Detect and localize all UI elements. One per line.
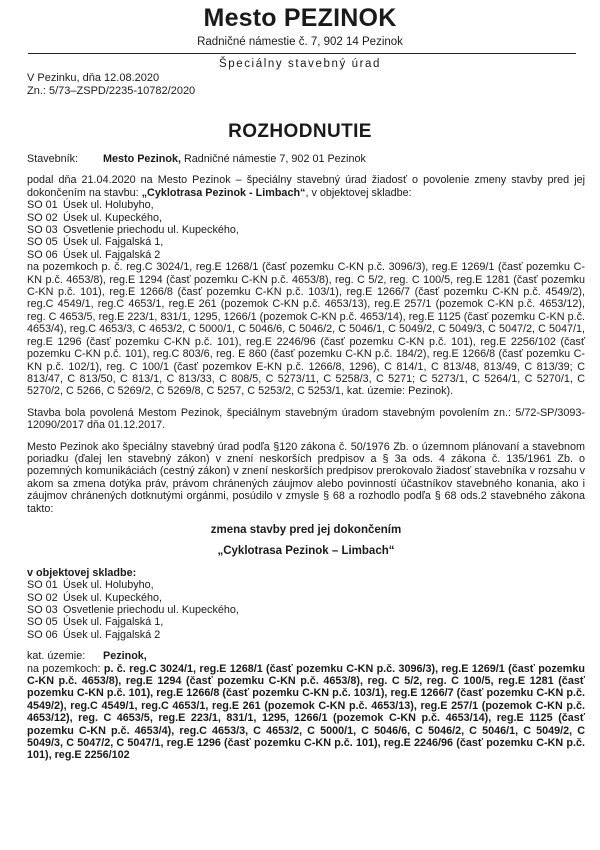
- decision-heading: zmena stavby pred jej dokončením: [210, 523, 402, 536]
- municipality-address: Radničné námestie č. 7, 902 14 Pezinok: [197, 36, 403, 48]
- territory-label: kat. územie:: [27, 650, 86, 663]
- object-code: SO 03: [27, 224, 58, 237]
- object-name: Úsek ul. Fajgalská 1,: [63, 236, 164, 249]
- decision-paragraph: Mesto Pezinok ako špeciálny stavebný úrad podľa §120 zákona č. 50/1976 Zb. o územnom plánovaní a stavebnom poriadku (ďalej len stavebný zákon) v znení neskorších predpisov a § 3a ods. 4 zákona č. 135/1961 Zb. o pozemných komunikáciách (cestný zákon) v znení neskorších predpisov prerokovalo žiadosť stavebníka v rozsahu v akom sa zmena dotýka práv, právom chránených záujmov alebo povinností účastníkov stavebného konania, ako i záujmov chránených dotknutými orgánmi, posúdilo v zmysle § 68 a rozhodlo podľa § 68 ods.2 stavebného zákona takto:: [27, 440, 585, 515]
- territory-value: Pezinok,: [103, 650, 147, 663]
- project-name: „Cyklotrasa Pezinok - Limbach“: [141, 186, 306, 199]
- document-title: ROZHODNUTIE: [228, 121, 372, 142]
- object-item: [27, 212, 585, 224]
- permit-paragraph: Stavba bola povolená Mestom Pezinok, špeciálnym stavebným úradom stavebným povolením zn.: 5/72-SP/3093-12090/2017 dňa 01.12.2017.: [27, 406, 585, 432]
- document-meta: [27, 72, 195, 98]
- object-code: SO 05: [27, 616, 58, 629]
- object-item: [27, 236, 585, 248]
- office-name: Špeciálny stavebný úrad: [218, 58, 382, 70]
- intro-paragraph: [27, 174, 585, 199]
- intro-text: podal dňa 21.04.2020 na Mesto Pezinok – špeciálny stavebný úrad žiadosť o povolenie zmeny stavby pred jej dokončením na stavbu:: [27, 174, 585, 199]
- object-name: Úsek ul. Holubyho,: [63, 199, 154, 212]
- intro-text-end: , v objektovej skladbe:: [305, 186, 412, 199]
- date-line: V Pezinku, dňa 12.08.2020: [27, 72, 160, 84]
- objects-label: v objektovej skladbe:: [27, 566, 137, 579]
- object-name: Úsek ul. Kupeckého,: [63, 211, 163, 224]
- builder-name: Mesto Pezinok,: [103, 153, 181, 165]
- object-name: Úsek ul. Holubyho,: [63, 579, 154, 592]
- object-code: SO 05: [27, 236, 58, 249]
- object-code: SO 06: [27, 628, 58, 641]
- object-name: Osvetlenie priechodu ul. Kupeckého,: [63, 604, 239, 616]
- reference-number: Zn.: 5/73–ZSPD/2235-10782/2020: [27, 85, 196, 97]
- object-item: [27, 604, 585, 616]
- parcels-list: p. č. reg.C 3024/1, reg.E 1268/1 (časť pozemku C-KN p.č. 3096/3), reg.E 1269/1 (časť pozemku C-KN p.č. 4653/8), reg.E 1294 (časť pozemku C-KN p.č. 4653/8), reg. C 5/2, reg. C 100/5, reg.E 1281 (časť pozemku C-KN p.č. 101), reg.E 1266/8 (časť pozemku C-KN p.č. 103/1), reg.E 1266/7 (časť pozemku C-KN p.č. 4549/2), reg.C 4549/1, reg.C 4653/1, reg.E 261 (pozemok C-KN p.č. 4653/13), reg.E 257/1 (pozemok C-KN p.č. 4653/12), reg. C 4653/5, reg.E 223/1, 831/1, 1295, 1266/1 (pozemok C-KN p.č. 4653/14), reg.E 1125 (časť pozemku C-KN p.č. 4653/4), reg.C 4653/3, C 4653/2, C 5000/1, C 5046/6, C 5046/2, C 5046/1, C 5049/2, C 5049/3, C 5047/2, C 5047/1, reg.E 1296 (časť pozemku C-KN p.č. 101), reg.E 2246/96 (časť pozemku C-KN p.č. 101), reg.E 2256/102: [27, 662, 585, 762]
- object-item: [27, 592, 585, 604]
- builder-label: Stavebník:: [27, 153, 79, 165]
- document-body: [27, 153, 585, 762]
- object-name: Úsek ul. Fajgalská 2: [63, 248, 161, 261]
- object-name: Úsek ul. Kupeckého,: [63, 591, 163, 604]
- object-list-2: [27, 579, 585, 641]
- header-divider: [28, 53, 576, 54]
- object-name: Úsek ul. Fajgalská 1,: [63, 616, 164, 629]
- object-item: [27, 629, 585, 641]
- object-item: [27, 199, 585, 211]
- object-code: SO 02: [27, 591, 58, 604]
- territory-line: [27, 650, 585, 662]
- object-list-1: [27, 199, 585, 261]
- object-code: SO 02: [27, 211, 58, 224]
- object-item: [27, 224, 585, 236]
- object-code: SO 01: [27, 199, 58, 212]
- object-name: Osvetlenie priechodu ul. Kupeckého,: [63, 224, 239, 237]
- object-code: SO 03: [27, 604, 58, 616]
- object-item: [27, 249, 585, 261]
- object-code: SO 01: [27, 579, 58, 592]
- builder-line: [27, 153, 585, 165]
- object-code: SO 06: [27, 248, 58, 261]
- parcels-paragraph-1: na pozemkoch p. č. reg.C 3024/1, reg.E 1268/1 (časť pozemku C-KN p.č. 3096/3), reg.E 1269/1 (časť pozemku C-KN p.č. 4653/8), reg.E 1294 (časť pozemku C-KN p.č. 4653/8), reg. C 5/2, reg. C 100/5, reg.E 1281 (časť pozemku C-KN p.č. 101), reg.E 1266/8 (časť pozemku C-KN p.č. 103/1), reg.E 1266/7 (časť pozemku C-KN p.č. 4549/2), reg.C 4549/1, reg.C 4653/1, reg.E 261 (pozemok C-KN p.č. 4653/13), reg.E 257/1 (pozemok C-KN p.č. 4653/12), reg. C 4653/5, reg.E 223/1, 831/1, 1295, 1266/1 (pozemok C-KN p.č. 4653/14), reg.E 1125 (časť pozemku C-KN p.č. 4653/4), reg.C 4653/3, C 4653/2, C 5000/1, C 5046/6, C 5046/2, C 5046/1, C 5049/2, C 5049/3, C 5047/2, C 5047/1, reg.E 1296 (časť pozemku C-KN p.č. 101), reg.E 2246/96 (časť pozemku C-KN p.č. 101), reg.E 2256/102 (časť pozemku C-KN p.č. 101), reg.C 803/6, reg. E 860 (časť pozemku C-KN p.č. 184/2), reg.E 1266/8 (časť pozemku C-KN p.č. 102/1), reg. C 100/1 (časť pozemkov E-KN p.č. 1266/8, 1296), C 814/1, C 813/48, 813/49, C 813/39; C 813/47, C 813/50, C 813/1, C 813/33, C 808/5, C 5273/11, C 5258/3, C 5271; C 5273/1, C 5264/1, C 5270/1, C 5270/2, C 5266, C 5269/2, C 5269/8, C 5257, C 5253/2, C 5253/1, kat. územie: Pezinok).: [27, 261, 585, 398]
- parcels-paragraph-2: [27, 663, 585, 762]
- parcels-prefix: na pozemkoch:: [27, 662, 104, 675]
- builder-address: Radničné námestie 7, 902 01 Pezinok: [181, 153, 366, 165]
- object-item: [27, 616, 585, 628]
- object-item: [27, 579, 585, 591]
- object-name: Úsek ul. Fajgalská 2: [63, 628, 161, 641]
- municipality-title: Mesto PEZINOK: [203, 4, 397, 32]
- decision-project: „Cyklotrasa Pezinok – Limbach“: [217, 545, 395, 558]
